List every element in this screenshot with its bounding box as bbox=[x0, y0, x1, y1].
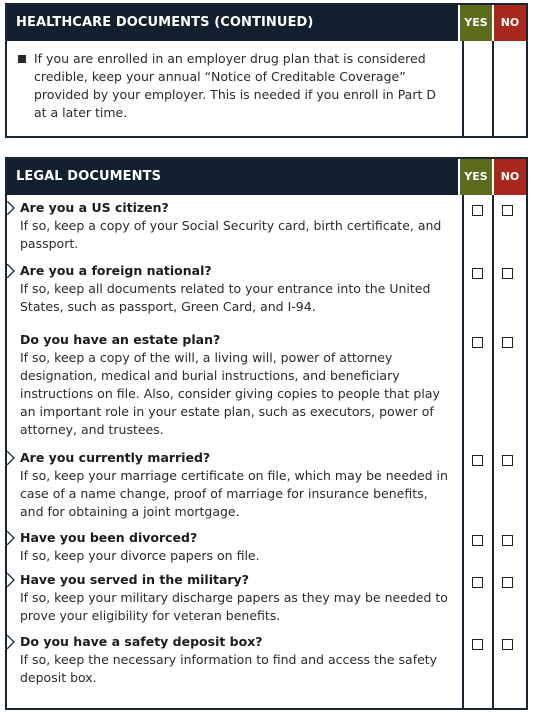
healthcare-no-cell bbox=[494, 41, 526, 136]
chevron-right-icon bbox=[7, 451, 15, 465]
yes-checkbox[interactable] bbox=[472, 205, 483, 216]
legal-row-divorced bbox=[7, 525, 526, 567]
legal-rows bbox=[7, 195, 526, 709]
legal-header bbox=[7, 159, 526, 195]
legal-row-us-citizen bbox=[7, 195, 526, 258]
question-text: Have you been divorced? bbox=[20, 530, 198, 545]
question-text: Do you have an estate plan? bbox=[20, 332, 221, 347]
no-cell bbox=[494, 327, 526, 445]
question-text: Do you have a safety deposit box? bbox=[20, 634, 263, 649]
answer-text: If so, keep your military discharge papers as they may be needed to prove your eligibility for veteran benefits. bbox=[20, 590, 448, 623]
yes-cell bbox=[462, 327, 494, 445]
no-checkbox[interactable] bbox=[502, 577, 513, 588]
answer-text: If so, keep all documents related to your entrance into the United States, such as passport, Green Card, and I-94. bbox=[20, 281, 431, 314]
healthcare-yes-cell bbox=[462, 41, 494, 136]
answer-text: If so, keep the necessary information to find and access the safety deposit box. bbox=[20, 652, 438, 685]
healthcare-bullet-text: If you are enrolled in an employer drug plan that is considered credible, keep your annual “Notice of Creditable Coverage” provided by your employer. This is needed if you enroll in Part D at a later time. bbox=[34, 51, 436, 120]
question-cell bbox=[7, 327, 462, 445]
yes-cell bbox=[462, 567, 494, 629]
chevron-right-icon bbox=[7, 573, 15, 587]
yes-checkbox[interactable] bbox=[472, 577, 483, 588]
no-cell bbox=[494, 258, 526, 327]
legal-row-foreign-national bbox=[7, 258, 526, 327]
healthcare-no-label: NO bbox=[494, 5, 526, 41]
yes-checkbox[interactable] bbox=[472, 455, 483, 466]
chevron-right-icon bbox=[7, 635, 15, 649]
yes-cell bbox=[462, 258, 494, 327]
question-text: Are you currently married? bbox=[20, 450, 211, 465]
healthcare-header bbox=[7, 5, 526, 41]
no-checkbox[interactable] bbox=[502, 639, 513, 650]
no-checkbox[interactable] bbox=[502, 205, 513, 216]
question-cell bbox=[7, 567, 462, 629]
yes-cell bbox=[462, 195, 494, 258]
healthcare-documents-table bbox=[5, 3, 528, 138]
answer-text: If so, keep your marriage certificate on file, which may be needed in case of a name change, proof of marriage for insurance benefits, and for obtaining a joint mortgage. bbox=[20, 468, 448, 519]
no-cell bbox=[494, 445, 526, 525]
question-text: Have you served in the military? bbox=[20, 572, 249, 587]
healthcare-row bbox=[7, 41, 526, 136]
yes-checkbox[interactable] bbox=[472, 268, 483, 279]
healthcare-yes-label: YES bbox=[458, 5, 494, 41]
legal-row-safety-deposit-box bbox=[7, 629, 526, 709]
legal-row-military bbox=[7, 567, 526, 629]
yes-cell bbox=[462, 445, 494, 525]
yes-checkbox[interactable] bbox=[472, 639, 483, 650]
legal-yes-label: YES bbox=[458, 159, 494, 195]
no-cell bbox=[494, 629, 526, 709]
answer-text: If so, keep your divorce papers on file. bbox=[20, 548, 260, 563]
question-text: Are you a foreign national? bbox=[20, 263, 212, 278]
legal-no-label: NO bbox=[494, 159, 526, 195]
question-cell bbox=[7, 258, 462, 327]
question-cell bbox=[7, 195, 462, 258]
legal-documents-table bbox=[5, 157, 528, 710]
healthcare-bullet-item bbox=[7, 41, 462, 136]
yes-checkbox[interactable] bbox=[472, 535, 483, 546]
chevron-right-icon bbox=[7, 264, 15, 278]
no-checkbox[interactable] bbox=[502, 337, 513, 348]
chevron-right-icon bbox=[7, 531, 15, 545]
question-text: Are you a US citizen? bbox=[20, 200, 169, 215]
legal-row-estate-plan bbox=[7, 327, 526, 445]
legal-row-married bbox=[7, 445, 526, 525]
no-checkbox[interactable] bbox=[502, 535, 513, 546]
question-cell bbox=[7, 525, 462, 567]
no-checkbox[interactable] bbox=[502, 268, 513, 279]
yes-checkbox[interactable] bbox=[472, 337, 483, 348]
yes-cell bbox=[462, 629, 494, 709]
legal-title: LEGAL DOCUMENTS bbox=[16, 169, 162, 184]
chevron-right-icon bbox=[7, 201, 15, 215]
healthcare-title: HEALTHCARE DOCUMENTS (CONTINUED) bbox=[16, 15, 314, 30]
question-cell bbox=[7, 445, 462, 525]
no-cell bbox=[494, 195, 526, 258]
square-bullet-icon bbox=[18, 55, 26, 63]
no-checkbox[interactable] bbox=[502, 455, 513, 466]
question-cell bbox=[7, 629, 462, 709]
answer-text: If so, keep a copy of the will, a living will, power of attorney designation, medical and burial instructions, and beneficiary instructions on file. Also, consider giving copies to people that play an important role in your estate plan, such as executors, power of attorney, and trustees. bbox=[20, 350, 440, 437]
yes-cell bbox=[462, 525, 494, 567]
no-cell bbox=[494, 567, 526, 629]
no-cell bbox=[494, 525, 526, 567]
answer-text: If so, keep a copy of your Social Security card, birth certificate, and passport. bbox=[20, 218, 442, 251]
